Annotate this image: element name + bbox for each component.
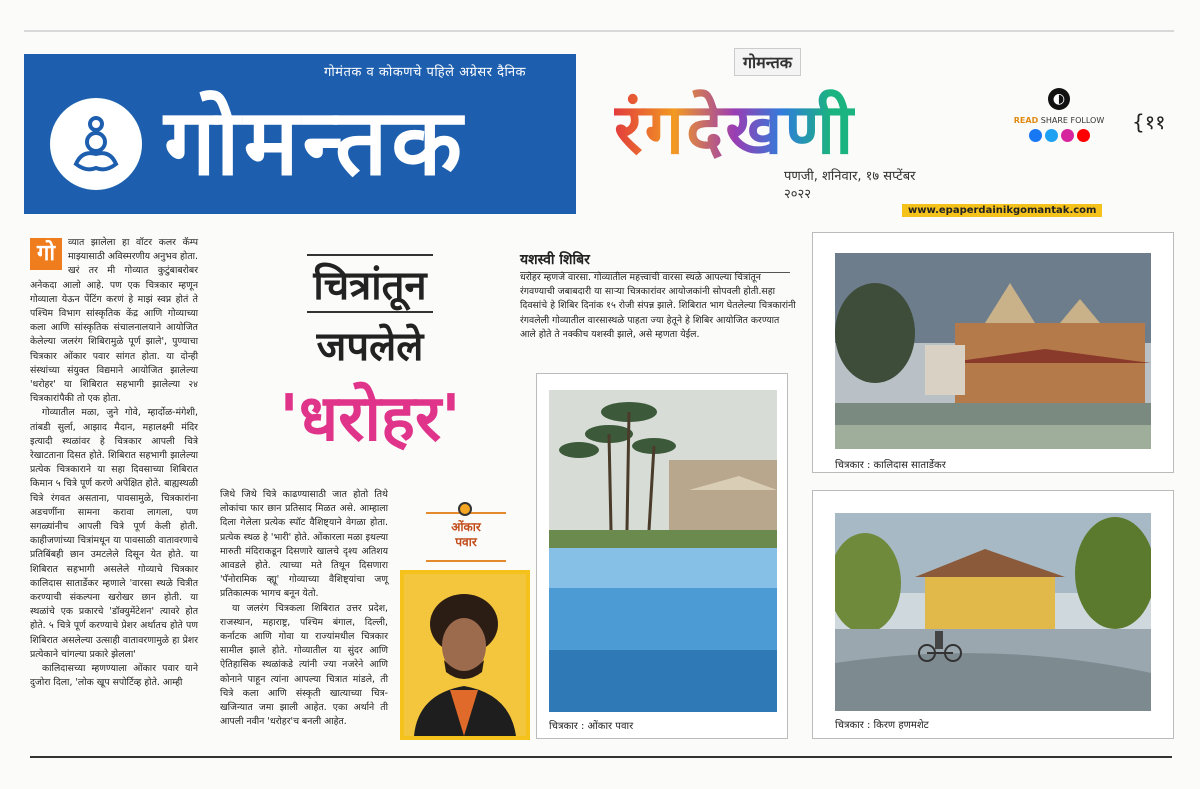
twitter-icon[interactable] (1045, 129, 1058, 142)
facebook-icon[interactable] (1029, 129, 1042, 142)
article-mid-paragraph-2: या जलरंग चित्रकला शिबिरात उत्तर प्रदेश, राजस्थान, महाराष्ट्र, पश्चिम बंगाल, दिल्ली, कर्नाटक आणि गोवा या राज्यांमधील चित्रकार सामील झाले होते. गोव्यातील या सुंदर आणि ऐतिहासिक स्थळांकडे त्यांनी ज्या नजरेने आणि कोनाने पाहून त्यांना आपल्या चित्रात मांडले, ती चित्रे कला आणि संस्कृती खात्याच्या चित्र-खजिन्यात जमा झाली आहेत. एका अर्थाने ती आपली नवीन 'धरोहर'च बनली आहेत. (220, 602, 388, 728)
youtube-icon[interactable] (1077, 129, 1090, 142)
instagram-icon[interactable] (1061, 129, 1074, 142)
social-text (1004, 116, 1114, 125)
masthead-tagline: गोमंतक व कोकणचे पहिले अग्रेसर दैनिक (324, 65, 527, 80)
supplement-badge: गोमन्तक (734, 48, 801, 76)
supplement-title: रंगदेखणी (614, 78, 855, 174)
headline-line-1: चित्रांतून (307, 254, 432, 313)
date-line: पणजी, शनिवार, १७ सप्टेंबर २०२२ (784, 169, 916, 202)
social-rest: SHARE FOLLOW (1040, 116, 1105, 125)
article-paragraph-1: व्यात झालेला हा वॉटर कलर कॅम्प माझ्यासाठी अविस्मरणीय अनुभव होता. खरं तर मी गोव्यात कुटुंबाबरोबर अनेकदा आलो आहे. पण एक चित्रकार म्हणून गोव्याला येऊन पेंटिंग करणं हे माझं स्वप्न होतं ते पश्चिम विभाग सांस्कृतिक केंद्र आणि गोव्याच्या कला आणि सांस्कृतिक संचालनालयाने आयोजित केलेल्या जलरंग शिबिरामुळे पूर्ण झाले', पुण्याचा चित्रकार ओंकार पवार सांगत होता. या दोन्ही संस्थांच्या संयुक्त विद्यमाने आयोजित झालेल्या 'धरोहर' या शिबिरात सहभागी झालेल्या २४ चित्रकारांपैकी तो एक होता. (30, 237, 198, 405)
website-url[interactable]: www.epaperdainikgomantak.com (902, 204, 1102, 217)
article-paragraph-3: कालिदासच्या म्हणण्याला ओंकार पवार याने दुजोरा दिला, 'लोक खूप सपोर्टिव्ह होते. आम्ही (30, 663, 198, 689)
painting-1 (536, 373, 788, 739)
social-read: READ (1013, 116, 1039, 125)
gomantak-band (24, 54, 576, 214)
painting-3 (812, 490, 1174, 739)
bottom-rule (30, 756, 1172, 758)
author-name-line-2: पवार (455, 535, 477, 549)
painting-1-image (549, 390, 777, 712)
dropcap: गो (30, 238, 62, 270)
author-name-line-1: ओंकार (451, 520, 481, 534)
social-icons (1004, 129, 1114, 142)
epaper-logo-icon: ◐ (1048, 88, 1070, 110)
author-name (426, 520, 506, 550)
painting-2-image (835, 253, 1151, 449)
article-mid-paragraph-1: जिथे जिथे चित्रे काढण्यासाठी जात होतो तिथे लोकांचा फार छान प्रतिसाद मिळत असे. आम्हाला दिला गेलेला प्रत्येक स्पॉट वैशिष्ट्याने वेगळा होता. प्रत्येक स्थळ हे 'भारी' होते. ओंकारला मळा इथल्या मारुती मंदिराकडून दिसणारे खालचे दृश्य अतिशय आवडले होते. त्याच्या मते तिथून दिसणारा 'पॅनोरामिक व्ह्यू' गोव्याच्या वैशिष्ट्यांचा जणू प्रतिकात्मक भागच बनून येतो. (220, 489, 388, 600)
painting-3-caption: चित्रकार : किरण हणमशेट (835, 720, 929, 731)
headline-line-3: 'धरोहर' (279, 382, 461, 456)
author-icon (458, 502, 472, 516)
painting-2 (812, 232, 1174, 473)
gomantak-logo (50, 98, 142, 190)
page-number: {११ (1132, 110, 1166, 134)
sidebar-title: यशस्वी शिबिर (520, 250, 790, 273)
article-paragraph-2: गोव्यातील मळा, जुने गोवे, म्हार्दोळ-मंगेशी, तांबडी सुर्ला, आझाद मैदान, महालक्ष्मी मंदिर इत्यादी स्थळांवर हे चित्रकार आपली चित्रे रेखाटताना दिसत होते. शिबिरात सहभागी झालेल्या प्रत्येक चित्रकाराने या सहा दिवसाच्या शिबिरात किमान ५ चित्रे पूर्ण करणे अपेक्षित होते. बाह्यस्थळी चित्रे रंगवत असताना, पावसामुळे, चित्रकारांना अडचणींना सामना करावा लागला, पण सगळ्यांनीच आपली चित्रे पूर्ण केली होती. काहीजणांच्या चित्रांमधून या पावसाळी वातावरणाचे प्रतिबिंबही छान उमटलेले दिसून येत होते. या शिबिरात सहभागी असलेले गोव्याचे चित्रकार कालिदास सातार्डेकर म्हणाले 'वारसा स्थळे चित्रीत करण्याची संकल्पना खरोखर छान होती. या स्थळांचे एक प्रकारचे 'डॉक्युमेंटेशन' त्यावरे होत होते. ५ चित्रे पूर्ण करण्याचे प्रेशर अर्थातच होते पण शिबिरात असलेल्या उत्साही वातावरणामुळे हा प्रेशर प्रत्येकाने चांगल्या प्रकारे झेलला' (30, 407, 198, 660)
supplement-header (604, 42, 944, 202)
headline-line-2: जपलेले (316, 324, 424, 370)
lotus-figure-icon (70, 114, 122, 174)
article-column-1 (30, 236, 198, 691)
painting-1-caption: चित्रकार : ओंकार पवार (549, 721, 634, 732)
masthead-title: गोमन्तक (164, 89, 467, 196)
painting-3-image (835, 513, 1151, 711)
painting-2-caption: चित्रकार : कालिदास सातार्डेकर (835, 460, 946, 471)
social-block (1004, 88, 1114, 142)
masthead (24, 30, 1174, 216)
article-column-2 (220, 488, 388, 729)
headline (225, 248, 515, 456)
author-portrait (400, 570, 530, 740)
author-tag (426, 512, 506, 562)
portrait-image (404, 574, 526, 736)
sidebar-body: धरोहर म्हणजे वारसा. गोव्यातील महत्त्वाची वारसा स्थळे आपल्या चित्रांतून रंगवण्याची जबाबदारी या साऱ्या चित्रकारांवर आयोजकांनी सोपवली होती.सहा दिवसांचे हे शिबिर दिनांक १५ रोजी संपन्न झाले. शिबिरात भाग घेतलेल्या चित्रकारांनी रंगवलेली गोव्यातील वारसास्थळे पाहता ज्या हेतूने हे शिबिर आयोजित करण्यात आले होते ते नक्कीच यशस्वी झाले, असे म्हणता येईल. (520, 272, 796, 340)
